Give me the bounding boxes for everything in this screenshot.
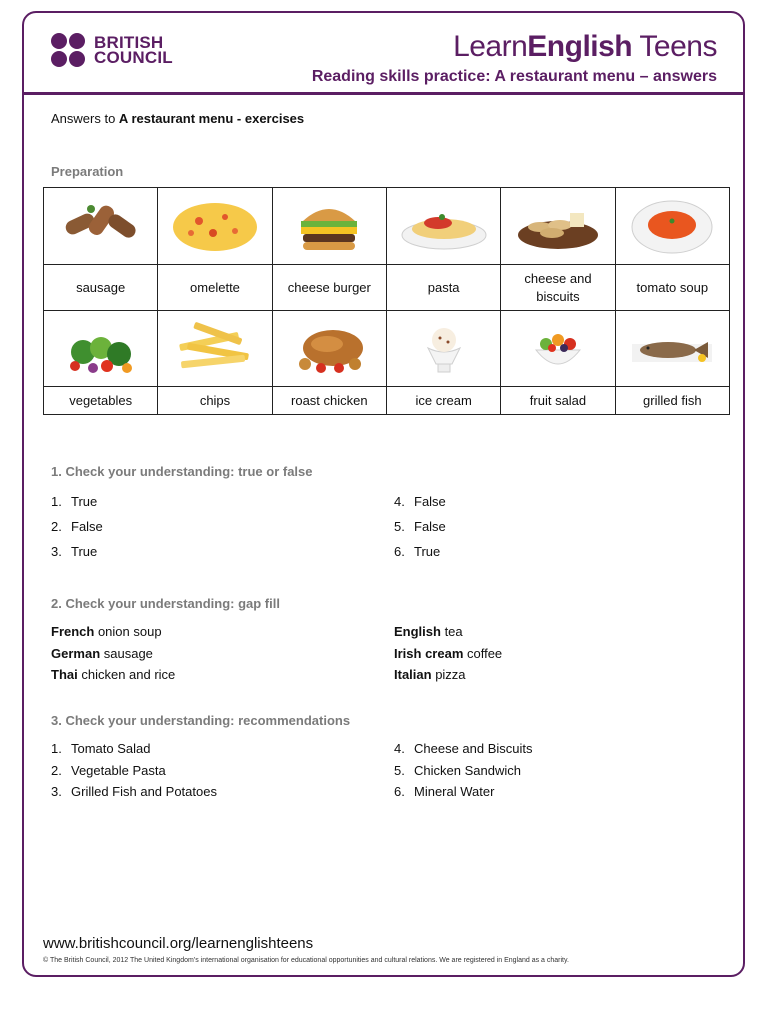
footer-url[interactable]: www.britishcouncil.org/learnenglishteens [43, 935, 314, 952]
answer-item: Italian pizza [394, 667, 466, 682]
answer-item: French onion soup [51, 624, 162, 639]
answer-item: 1. True [51, 494, 98, 509]
food-label: roast chicken [272, 387, 386, 415]
british-council-logo [51, 33, 173, 67]
answer-item: German sausage [51, 645, 153, 661]
recommendations-heading: 3. Check your understanding: recommendations [51, 713, 351, 728]
british-council-dots-icon [51, 33, 89, 67]
true-false-heading: 1. Check your understanding: true or false [51, 464, 313, 479]
food-label: vegetables [44, 387, 158, 415]
food-label: ice cream [386, 387, 500, 415]
answer-item: Irish cream coffee [394, 645, 503, 661]
ice-cream-icon [398, 318, 490, 380]
answer-item: 2. False [51, 519, 103, 534]
document-title: Reading skills practice: A restaurant menu – answers [311, 68, 717, 85]
preparation-heading: Preparation [51, 164, 124, 179]
food-label: omelette [158, 265, 272, 311]
pasta-icon [398, 195, 490, 257]
food-label: grilled fish [615, 387, 729, 415]
intro-text: Answers to A restaurant menu - exercises [51, 111, 305, 126]
food-label: cheese and biscuits [501, 265, 615, 311]
answer-item: English tea [394, 624, 463, 639]
british-council-line1: BRITISH [94, 33, 164, 52]
food-label: fruit salad [501, 387, 615, 415]
fruit-salad-icon [512, 318, 604, 380]
footer-copyright: © The British Council, 2012 The United Kingdom’s international organisation for educational opportunities and cultural relations. We are registered in England as a charity. [43, 957, 569, 964]
food-label: tomato soup [615, 265, 729, 311]
food-label: pasta [386, 265, 500, 311]
british-council-line2: COUNCIL [94, 48, 173, 67]
learn-english-teens-logo: LearnEnglish Teens [453, 30, 717, 63]
vegetables-icon [55, 318, 147, 380]
header-divider [24, 92, 743, 95]
answer-item: 4. False [394, 494, 446, 509]
answer-item: 2. Vegetable Pasta [51, 762, 166, 778]
food-label: cheese burger [272, 265, 386, 311]
sausage-icon [55, 195, 147, 257]
answer-item: 4. Cheese and Biscuits [394, 741, 533, 756]
answer-item: 1. Tomato Salad [51, 741, 151, 756]
answer-item: 3. Grilled Fish and Potatoes [51, 784, 217, 799]
omelette-icon [169, 195, 261, 257]
answer-item: 3. True [51, 544, 98, 559]
chips-icon [169, 318, 261, 380]
food-vocabulary-table [43, 187, 730, 415]
grilled-fish-icon [626, 318, 718, 380]
answer-item: 5. Chicken Sandwich [394, 762, 521, 778]
roast-chicken-icon [283, 318, 375, 380]
answer-item: Thai chicken and rice [51, 667, 176, 682]
soup-icon [626, 195, 718, 257]
food-label: chips [158, 387, 272, 415]
cheese-biscuits-icon [512, 195, 604, 257]
gap-fill-heading: 2. Check your understanding: gap fill [51, 596, 280, 611]
answer-item: 6. True [394, 544, 441, 559]
answer-item: 6. Mineral Water [394, 784, 495, 799]
answer-item: 5. False [394, 519, 446, 534]
food-label: sausage [44, 265, 158, 311]
page-frame [22, 11, 745, 977]
burger-icon [283, 195, 375, 257]
